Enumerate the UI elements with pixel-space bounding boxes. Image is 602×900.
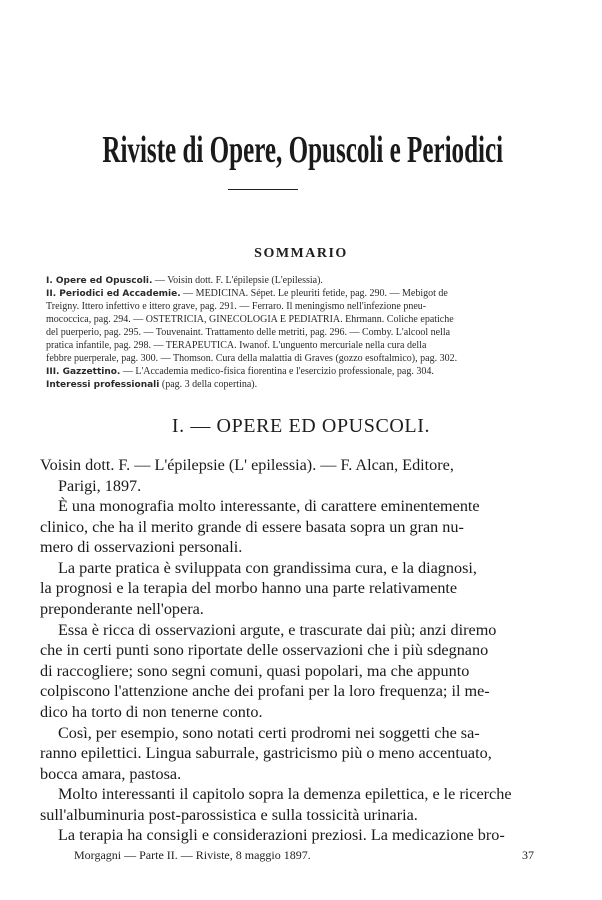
sommario-line [46, 288, 448, 299]
body-line: È una monografia molto interessante, di carattere eminentemente [58, 497, 480, 515]
body-line: clinico, che ha il merito grande di essere basata sopra un gran nu- [40, 518, 464, 536]
sommario-line-text: del puerperio, pag. 295. — Touvenaint. Trattamento delle metriti, pag. 296. — Comby. L'alcool nella [46, 327, 451, 338]
sommario-line-lead: Interessi professionali [46, 380, 160, 390]
sommario-line-lead: III. Gazzettino. [46, 367, 121, 377]
sommario-line [46, 353, 457, 364]
body-line: Voisin dott. F. — L'épilepsie (L' epilessia). — F. Alcan, Editore, [40, 456, 454, 474]
body-line: Parigi, 1897. [58, 477, 142, 495]
body-line: colpiscono l'attenzione anche dei profani per la loro frequenza; il me- [40, 682, 490, 700]
body-line: La terapia ha consigli e considerazioni preziosi. La medicazione bro- [58, 826, 505, 844]
body-line: Essa è ricca di osservazioni argute, e trascurate dai più; anzi diremo [58, 621, 497, 639]
body-line: dico ha torto di non tenerne conto. [40, 703, 263, 721]
sommario-line-text: pratica infantile, pag. 298. — TERAPEUTICA. Iwanof. L'unguento mercuriale nella cura della [46, 340, 427, 351]
sommario-line [46, 275, 323, 286]
sommario-line-text: — L'Accademia medico-fisica fiorentina e l'esercizio professionale, pag. 304. [120, 366, 434, 377]
title-rule [228, 189, 298, 190]
sommario-line [46, 301, 426, 312]
body-line: Così, per esempio, sono notati certi prodromi nei soggetti che sa- [58, 724, 480, 742]
sommario-line-text: — MEDICINA. Sépet. Le pleuriti fetide, pag. 290. — Mebigot de [180, 288, 448, 299]
section-heading: I. — OPERE ED OPUSCOLI. [171, 415, 431, 437]
body-line: preponderante nell'opera. [40, 600, 204, 618]
sommario-line [46, 366, 434, 377]
body-line: Molto interessanti il capitolo sopra la demenza epilettica, e le ricerche [58, 785, 512, 803]
footer-running-title: Morgagni — Parte II. — Riviste, 8 maggio 1897. [74, 848, 311, 862]
body-line: La parte pratica è sviluppata con grandissima cura, e la diagnosi, [58, 559, 477, 577]
body-line: di raccogliere; sono segni comuni, quasi popolari, ma che appunto [40, 662, 470, 680]
sommario-line-text: (pag. 3 della copertina). [159, 379, 258, 390]
sommario-line-text: — Voisin dott. F. L'épilepsie (L'epilessia). [152, 275, 323, 286]
sommario-line-lead: II. Periodici ed Accademie. [46, 289, 181, 299]
body-line: che in certi punti sono riportate delle osservazioni che i più sdegnano [40, 641, 489, 659]
body-line: la prognosi e la terapia del morbo hanno una parte relativamente [40, 579, 458, 597]
sommario-line [46, 340, 426, 351]
page-title: Riviste di Opere, Opuscoli e Periodici [102, 129, 504, 171]
sommario-line-text: febbre puerperale, pag. 300. — Thomson. Cura della malattia di Graves (gozzo esoftalmico), pag. 302. [46, 353, 458, 364]
body-line: mero di osservazioni personali. [40, 538, 243, 556]
sommario-line-text: Treigny. Ittero infettivo e ittero grave, pag. 291. — Ferraro. Il meningismo nell'infezione pneu- [46, 301, 427, 312]
sommario-line-lead: I. Opere ed Opuscoli. [46, 276, 153, 286]
footer-page-number: 37 [522, 848, 534, 862]
sommario-heading: SOMMARIO [254, 246, 348, 261]
body-line: ranno epilettici. Lingua saburrale, gastricismo più o meno accentuato, [40, 744, 492, 762]
sommario-line [46, 327, 450, 338]
body-line: bocca amara, pastosa. [40, 765, 182, 783]
sommario-line-text: mococcica, pag. 294. — OSTETRICIA, GINECOLOGIA E PEDIATRIA. Ehrmann. Coliche epatiche [46, 314, 454, 325]
sommario-line [46, 314, 454, 325]
body-line: sull'albuminuria post-parossistica e sulla tossicità urinaria. [40, 806, 418, 824]
sommario-line [46, 379, 257, 390]
